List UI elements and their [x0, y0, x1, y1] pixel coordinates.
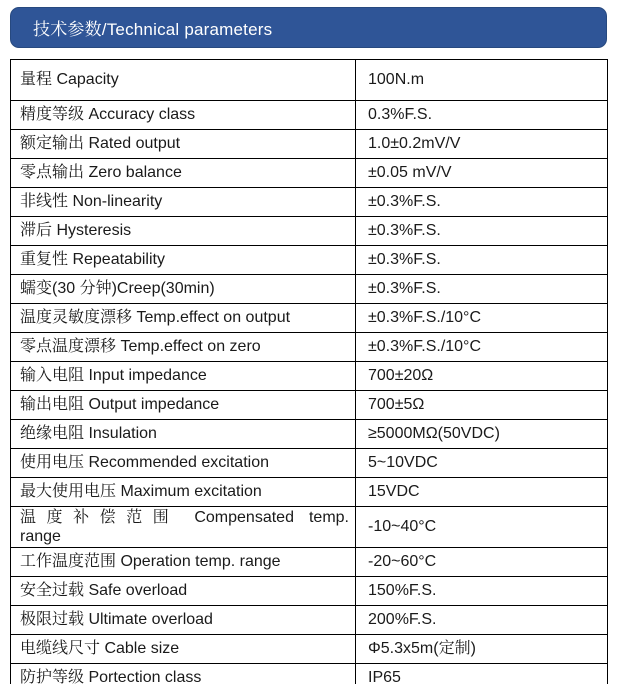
parameter-value: -20~60°C — [356, 548, 608, 577]
parameter-value: ±0.3%F.S. — [356, 246, 608, 275]
parameter-name: 安全过载 Safe overload — [11, 577, 356, 606]
table-row — [11, 304, 608, 333]
parameter-name: 绝缘电阻 Insulation — [11, 420, 356, 449]
parameter-value: IP65 — [356, 664, 608, 684]
section-header — [10, 7, 607, 48]
parameter-name-line1: 温度补偿范围 Compensated temp. — [20, 509, 349, 526]
parameter-name: 滞后 Hysteresis — [11, 217, 356, 246]
table-row — [11, 101, 608, 130]
table-row — [11, 246, 608, 275]
parameter-name: 输出电阻 Output impedance — [11, 391, 356, 420]
technical-parameters-table — [10, 59, 608, 684]
parameter-value: ≥5000MΩ(50VDC) — [356, 420, 608, 449]
parameter-name: 输入电阻 Input impedance — [11, 362, 356, 391]
parameter-name — [11, 507, 356, 548]
table-row — [11, 275, 608, 304]
parameter-name: 零点温度漂移 Temp.effect on zero — [11, 333, 356, 362]
parameter-value: ±0.3%F.S. — [356, 275, 608, 304]
parameter-name: 量程 Capacity — [11, 60, 356, 101]
table-row — [11, 188, 608, 217]
table-row — [11, 362, 608, 391]
parameter-name: 使用电压 Recommended excitation — [11, 449, 356, 478]
parameter-name: 防护等级 Portection class — [11, 664, 356, 684]
parameter-value: 5~10VDC — [356, 449, 608, 478]
table-row — [11, 606, 608, 635]
parameter-value: ±0.3%F.S./10°C — [356, 304, 608, 333]
table-row — [11, 478, 608, 507]
parameter-value: 1.0±0.2mV/V — [356, 130, 608, 159]
parameter-name: 额定输出 Rated output — [11, 130, 356, 159]
table-row — [11, 130, 608, 159]
parameter-value: 200%F.S. — [356, 606, 608, 635]
table-row — [11, 217, 608, 246]
table-body — [11, 60, 608, 684]
parameter-value: ±0.05 mV/V — [356, 159, 608, 188]
table-row — [11, 548, 608, 577]
parameter-value: ±0.3%F.S./10°C — [356, 333, 608, 362]
parameter-name: 工作温度范围 Operation temp. range — [11, 548, 356, 577]
section-title: 技术参数/Technical parameters — [33, 20, 273, 39]
parameter-value: 100N.m — [356, 60, 608, 101]
parameter-name: 温度灵敏度漂移 Temp.effect on output — [11, 304, 356, 333]
parameter-value: ±0.3%F.S. — [356, 217, 608, 246]
table-row — [11, 333, 608, 362]
table-row — [11, 577, 608, 606]
table-row — [11, 159, 608, 188]
table-row — [11, 420, 608, 449]
parameter-value: 15VDC — [356, 478, 608, 507]
parameter-value: 700±5Ω — [356, 391, 608, 420]
table-row — [11, 507, 608, 548]
parameter-value: 0.3%F.S. — [356, 101, 608, 130]
parameter-name: 重复性 Repeatability — [11, 246, 356, 275]
parameter-value: 700±20Ω — [356, 362, 608, 391]
parameter-value: Φ5.3x5m(定制) — [356, 635, 608, 664]
parameter-name: 非线性 Non-linearity — [11, 188, 356, 217]
table-row — [11, 449, 608, 478]
parameter-value: -10~40°C — [356, 507, 608, 548]
parameter-name: 零点输出 Zero balance — [11, 159, 356, 188]
parameter-name-line2: range — [20, 528, 61, 545]
parameter-name: 电缆线尺寸 Cable size — [11, 635, 356, 664]
parameter-value: 150%F.S. — [356, 577, 608, 606]
table-row — [11, 391, 608, 420]
table-row — [11, 60, 608, 101]
parameter-name: 最大使用电压 Maximum excitation — [11, 478, 356, 507]
parameter-name: 极限过载 Ultimate overload — [11, 606, 356, 635]
parameter-name: 精度等级 Accuracy class — [11, 101, 356, 130]
table-row — [11, 635, 608, 664]
table-row — [11, 664, 608, 684]
parameter-name: 蠕变(30 分钟)Creep(30min) — [11, 275, 356, 304]
parameter-value: ±0.3%F.S. — [356, 188, 608, 217]
